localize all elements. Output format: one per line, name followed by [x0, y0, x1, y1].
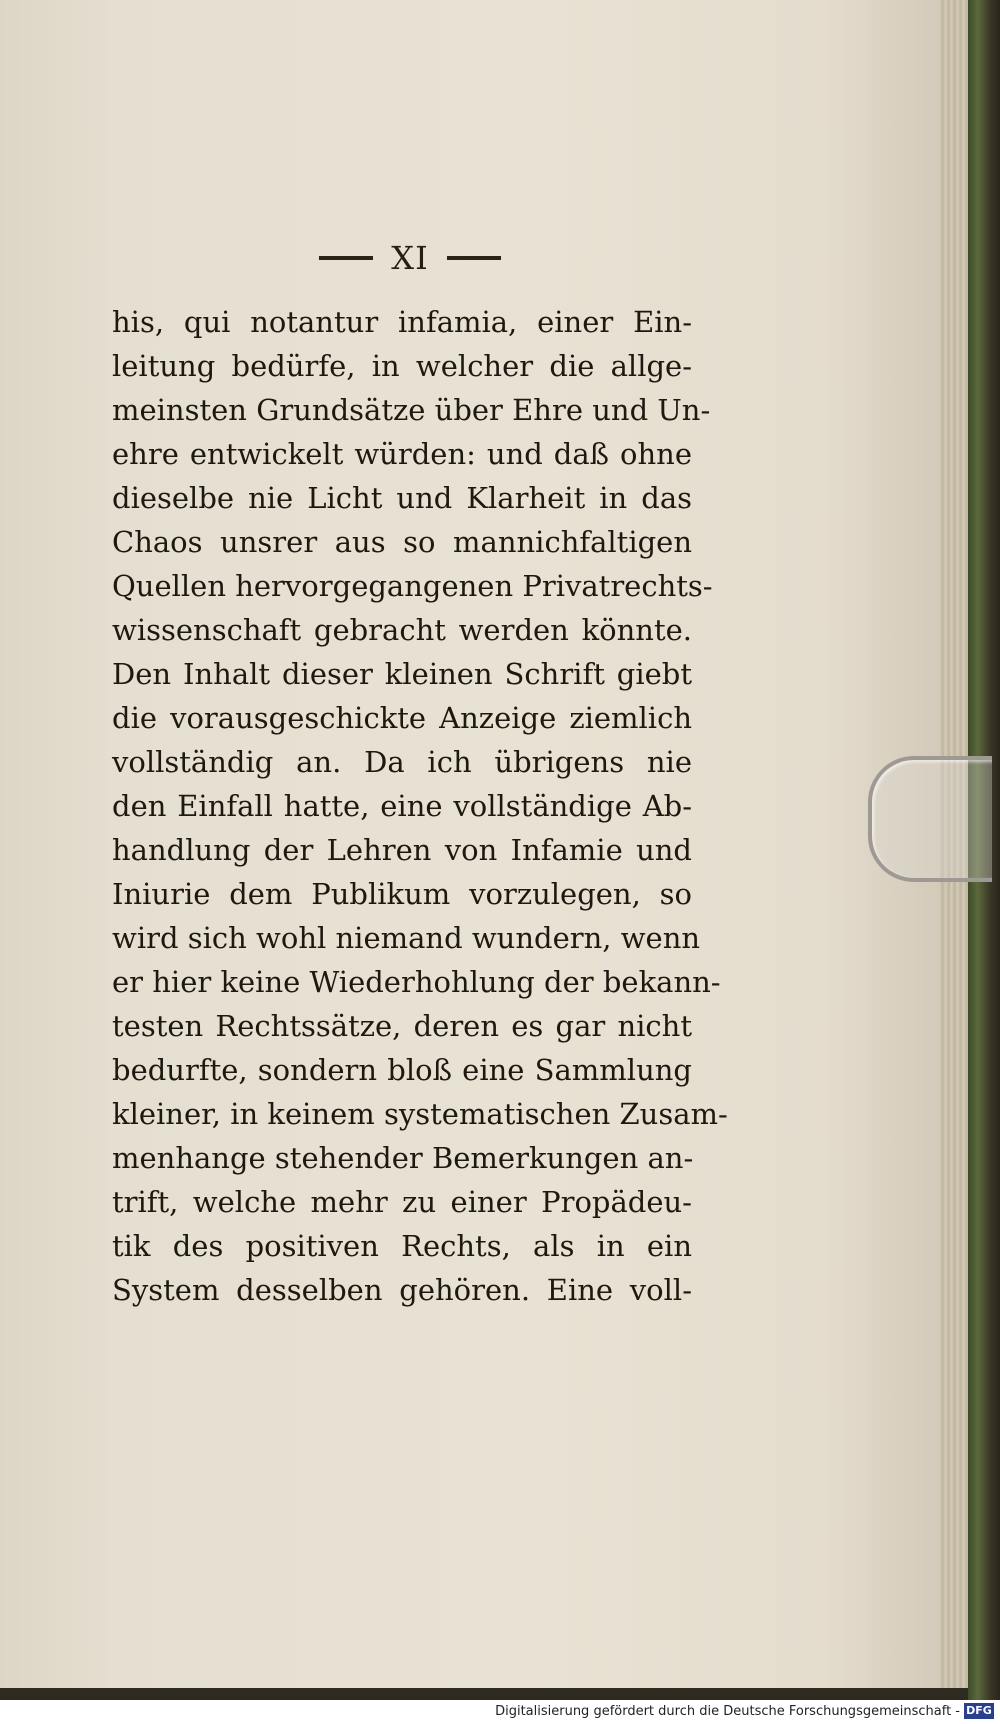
header-dash-right [447, 256, 501, 260]
text-line: leitung bedürfe, in welcher die allge- [112, 349, 692, 383]
text-line: handlung der Lehren von Infamie und [112, 833, 692, 867]
text-line: bedurfte, sondern bloß eine Sammlung [112, 1053, 692, 1087]
funding-credit: Digitalisierung gefördert durch die Deutsche Forschungsgemeinschaft - [495, 1704, 960, 1719]
text-line: vollständig an. Da ich übrigens nie [112, 745, 692, 779]
text-line: Chaos unsrer aus so mannichfaltigen [112, 525, 692, 559]
text-line: Iniurie dem Publikum vorzulegen, so [112, 877, 692, 911]
text-line: trift, welche mehr zu einer Propädeu- [112, 1185, 692, 1219]
text-line: his, qui notantur infamia, einer Ein- [112, 305, 692, 339]
text-line: Den Inhalt dieser kleinen Schrift giebt [112, 657, 692, 691]
page-header [280, 238, 540, 278]
body-text [112, 300, 728, 1312]
text-line: die vorausgeschickte Anzeige ziemlich [112, 701, 692, 735]
text-line: menhange stehender Bemerkungen an- [112, 1141, 694, 1175]
text-line: Quellen hervorgegangenen Privatrechts- [112, 569, 713, 603]
text-line: ehre entwickelt würden: und daß ohne [112, 437, 692, 471]
text-line: System desselben gehören. Eine voll- [112, 1273, 692, 1307]
text-line: er hier keine Wiederhohlung der bekann- [112, 965, 721, 999]
text-line: wird sich wohl niemand wundern, wenn [112, 921, 701, 955]
text-line: wissenschaft gebracht werden könnte. [112, 613, 692, 647]
text-line: kleiner, in keinem systematischen Zusam- [112, 1097, 728, 1131]
page-number: XI [391, 239, 429, 277]
text-line: den Einfall hatte, eine vollständige Ab- [112, 789, 692, 823]
text-line: meinsten Grundsätze über Ehre und Un- [112, 393, 711, 427]
paper-clip [868, 756, 992, 882]
header-dash-left [319, 256, 373, 260]
text-line: testen Rechtssätze, deren es gar nicht [112, 1009, 692, 1043]
footer-bar [0, 1700, 1000, 1724]
text-line: dieselbe nie Licht und Klarheit in das [112, 481, 692, 515]
dfg-logo: DFG [964, 1703, 994, 1719]
text-line: tik des positiven Rechts, als in ein [112, 1229, 692, 1263]
